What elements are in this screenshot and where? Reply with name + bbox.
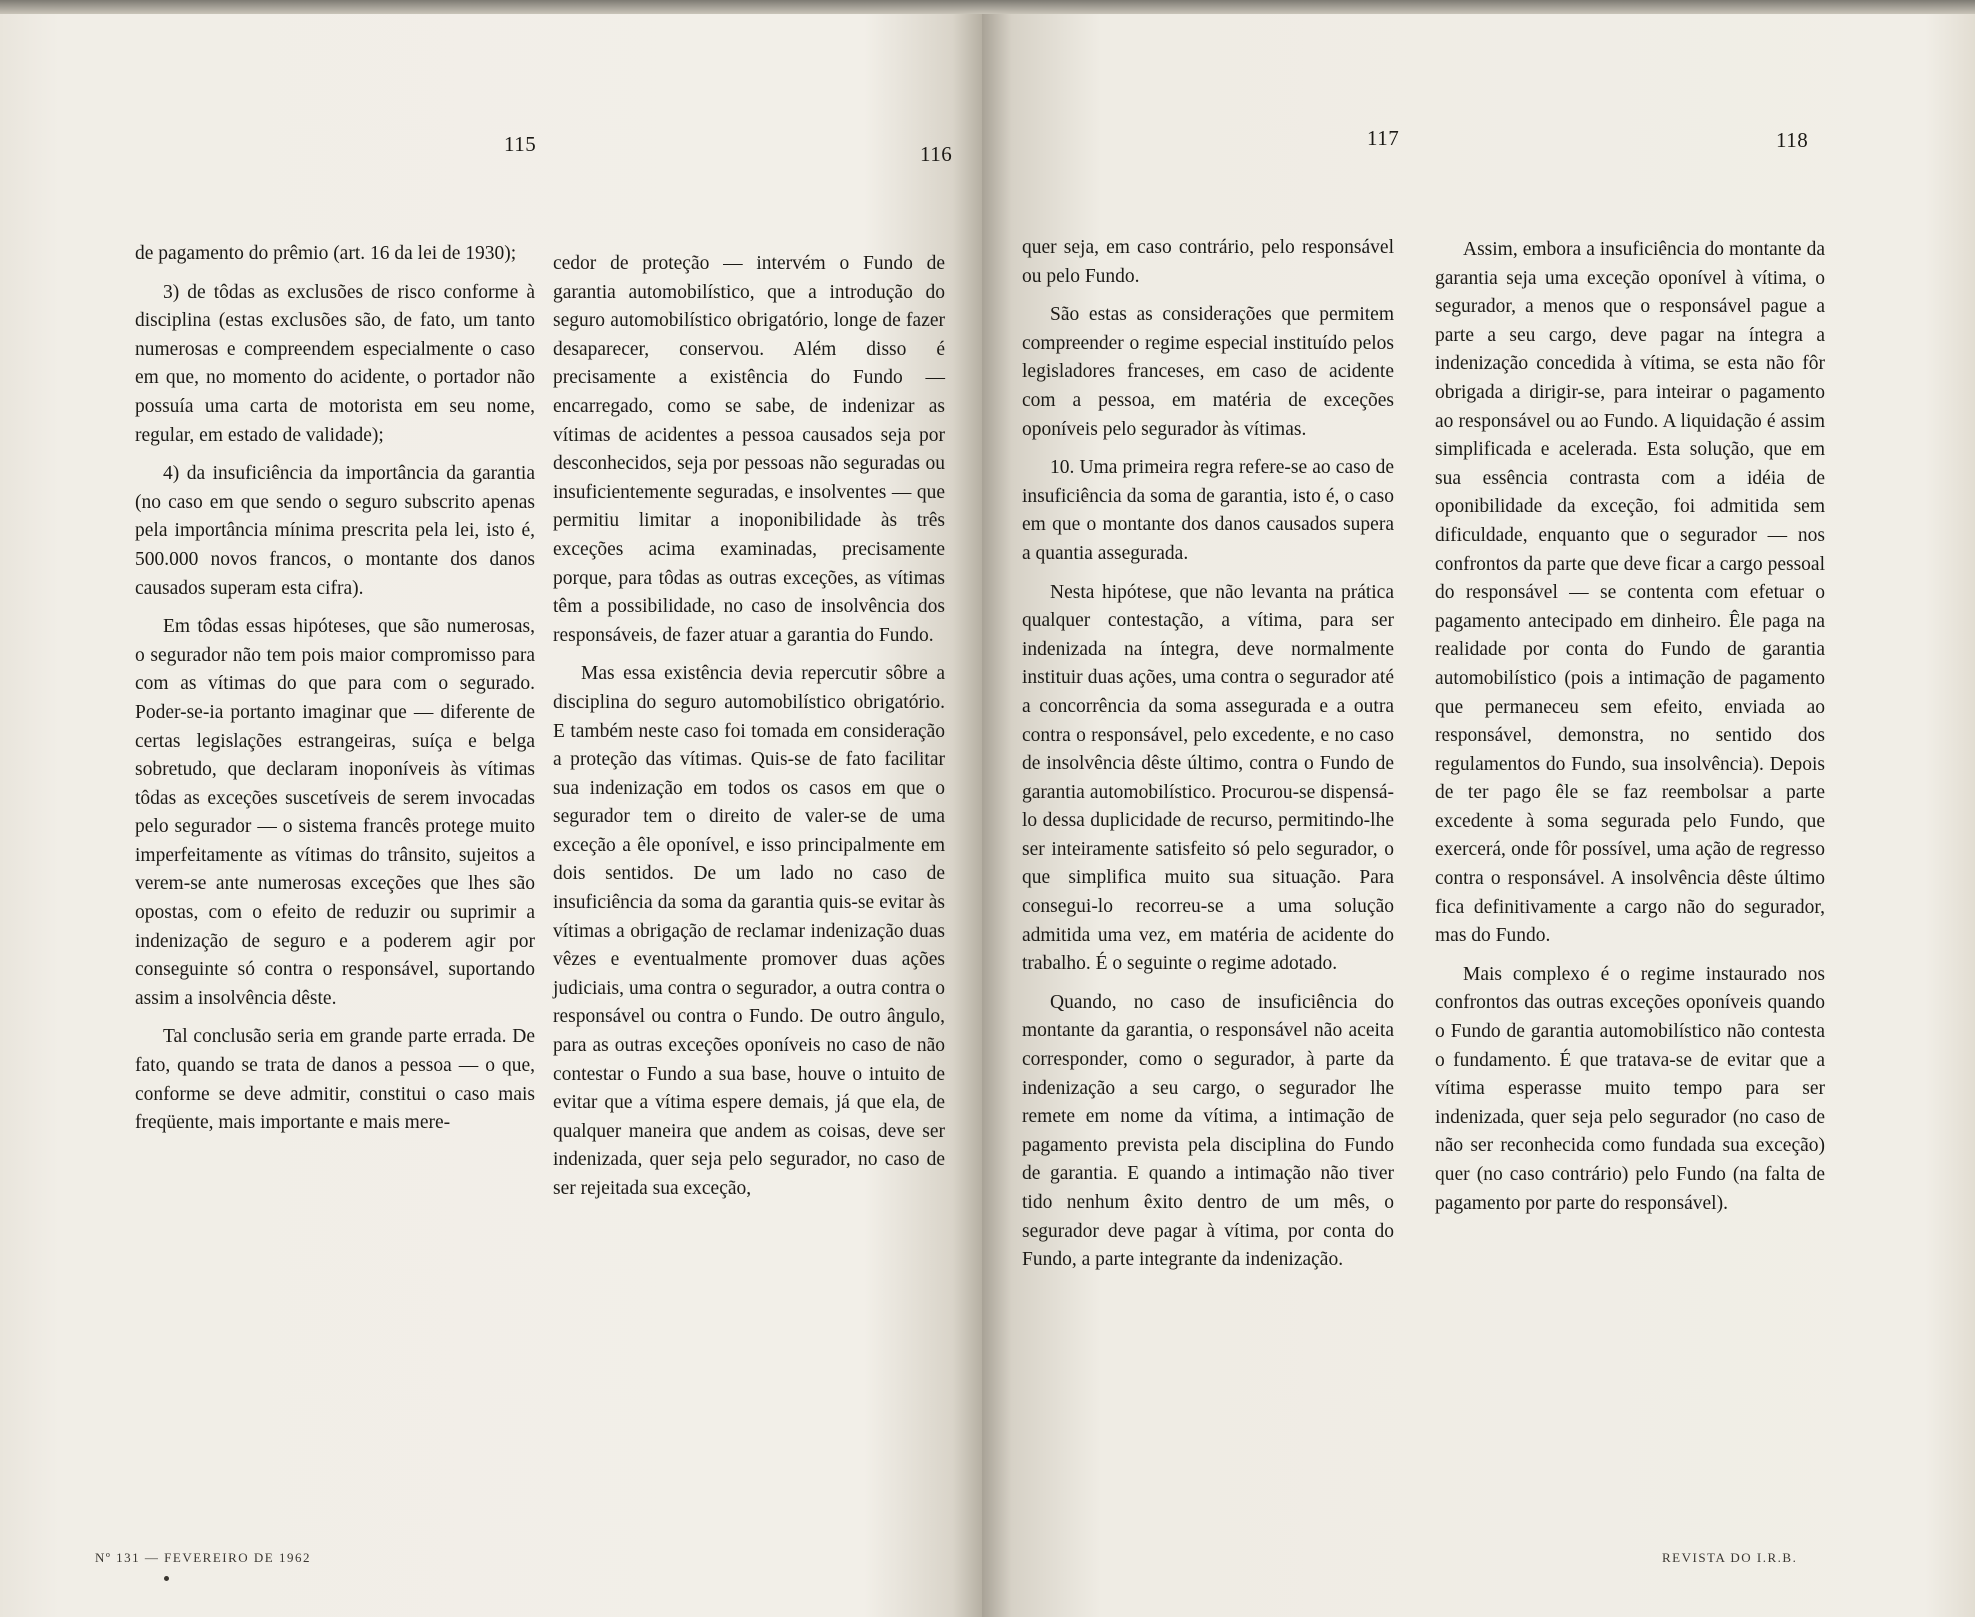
page-top-edge (0, 0, 982, 14)
paragraph: 3) de tôdas as exclusões de risco conforme à disciplina (estas exclusões são, de fato, um tanto numerosas e compreendem especialmente o caso em que, no momento do acidente, o portador não possuía uma carta de motorista em seu nome, regular, em estado de validade); (135, 281, 535, 446)
paragraph: 10. Uma primeira regra refere-se ao caso de insuficiência da soma de garantia, isto é, o caso em que o montante dos danos causados supera a quantia assegurada. (1022, 457, 1394, 564)
text-column-3 (1022, 234, 1394, 1285)
footer-issue: Nº 131 — FEVEREIRO DE 1962 (95, 1550, 311, 1565)
paragraph: quer seja, em caso contrário, pelo responsável ou pelo Fundo. (1022, 237, 1394, 287)
paragraph: Nesta hipótese, que não levanta na prática qualquer contestação, a vítima, para ser indenizada na íntegra, deve normalmente instituir duas ações, uma contra o segurador até a concorrência da soma assegurada e a outra contra o responsável, pelo excedente, e no caso de insolvência dêste último, contra o Fundo de garantia automobilístico. Procurou-se dispensá-lo dessa duplicidade de recurso, permitindo-lhe ser inteiramente satisfeito só pelo segurador, o que simplifica muito sua situação. Para consegui-lo recorreu-se a uma solução admitida uma vez, em matéria de acidente do trabalho. É o seguinte o regime adotado. (1022, 581, 1394, 975)
paragraph: Assim, embora a insuficiência do montante da garantia seja uma exceção oponível à vítima, o segurador, a menos que o responsável pague a parte a seu cargo, deve pagar na íntegra a indenização concedida à vítima, se esta não fôr obrigada a dirigir-se, para inteirar o pagamento ao responsável ou ao Fundo. A liquidação é assim simplificada e acelerada. Esta solução, que em sua essência contrasta com a idéia de oponibilidade da exceção, foi admitida sem dificuldade, enquanto que o segurador — nos confrontos da parte que deve ficar a cargo pessoal do responsável — se contenta com efetuar o pagamento antecipado em dinheiro. Êle paga na realidade por conta do Fundo de garantia automobilístico (pois a intimação de pagamento que permaneceu sem efeito, enviada ao responsável, demonstra, no sentido dos regulamentos do Fundo, sua insolvência). Depois de ter pago êle se faz reembolsar a parte excedente à soma segurada pelo Fundo, que exercerá, onde fôr possível, uma ação de regresso contra o responsável. A insolvência dêste último fica definitivamente a cargo não do segurador, mas do Fundo. (1435, 239, 1825, 947)
page-number-115: 115 (504, 132, 537, 156)
page-number-116: 116 (920, 142, 953, 166)
paragraph: Tal conclusão seria em grande parte errada. De fato, quando se trata de danos a pessoa — o que, conforme se deve admitir, constitui o caso mais freqüente, mais importante e mais mere- (135, 1026, 535, 1134)
paragraph: 4) da insuficiência da importância da garantia (no caso em que sendo o seguro subscrito apenas pela importância mínima prescrita pela lei, isto é, 500.000 novos francos, o montante dos danos causados superam esta cifra). (135, 463, 535, 599)
text-column-1 (135, 240, 535, 1148)
page-number-117: 117 (1367, 126, 1400, 150)
footer-journal: REVISTA DO I.R.B. (1662, 1550, 1798, 1565)
paragraph: Em tôdas essas hipóteses, que são numerosas, o segurador não tem pois maior compromisso para com as vítimas do que para com o segurado. Poder-se-ia portanto imaginar que — diferente de certas legislações estrangeiras, suíça e belga sobretudo, que declaram inoponíveis às vítimas tôdas as exceções suscetíveis de serem invocadas pelo segurador — o sistema francês protege muito imperfeitamente as vítimas do trânsito, sujeitos a verem-se ante numerosas exceções que lhes são opostas, com o efeito de reduzir ou suprimir a indenização de seguro e a poderem agir por conseguinte só contra o responsável, suportando assim a insolvência dêste. (135, 616, 535, 1009)
left-page (0, 0, 982, 1617)
page-top-edge (982, 0, 1975, 14)
paragraph: cedor de proteção — intervém o Fundo de garantia automobilístico, que a introdução do seguro automobilístico obrigatório, longe de fazer desaparecer, conservou. Além disso é precisamente a existência do Fundo — encarregado, como se sabe, de indenizar as vítimas de acidentes a pessoa causados seja por desconhecidos, seja por pessoas não seguradas ou insuficientemente seguradas, e insolventes — que permitiu limitar a inoponibilidade às três exceções acima examinadas, precisamente porque, para tôdas as outras exceções, as vítimas têm a possibilidade, no caso de insolvência dos responsáveis, de fazer atuar a garantia do Fundo. (553, 253, 945, 646)
footer-dot (164, 1576, 169, 1581)
paragraph: Mais complexo é o regime instaurado nos confrontos das outras exceções oponíveis quando o Fundo de garantia automobilístico não contesta o fundamento. É que tratava-se de evitar que a vítima esperasse muito tempo para ser indenizada, quer seja pelo segurador (no caso de não ser reconhecida como fundada sua exceção) quer (no caso contrário) pelo Fundo (na falta de pagamento por parte do responsável). (1435, 963, 1825, 1214)
paragraph: de pagamento do prêmio (art. 16 da lei de 1930); (135, 243, 517, 264)
paragraph: Quando, no caso de insuficiência do montante da garantia, o responsável não aceita corresponder, como o segurador, à parte da indenização a seu cargo, o segurador lhe remete em nome da vítima, a intimação de pagamento prevista pela disciplina do Fundo de garantia. E quando a intimação não tiver tido nenhum êxito dentro de um mês, o segurador deve pagar à vítima, por conta do Fundo, a parte integrante da indenização. (1022, 991, 1394, 1271)
text-column-2 (553, 250, 945, 1214)
text-column-4 (1435, 236, 1825, 1228)
paragraph: São estas as considerações que permitem compreender o regime especial instituído pelos legisladores franceses, em caso de acidente com a pessoa, em matéria de exceções oponíveis pelo segurador às vítimas. (1022, 304, 1394, 440)
right-page (982, 0, 1975, 1617)
page-number-118: 118 (1776, 128, 1809, 152)
paragraph: Mas essa existência devia repercutir sôbre a disciplina do seguro automobilístico obrigatório. E também neste caso foi tomada em consideração a proteção das vítimas. Quis-se de fato facilitar sua indenização em todos os casos em que o segurador tem o direito de valer-se de uma exceção a êle oponível, e isso principalmente em dois sentidos. De um lado no caso de insuficiência da soma da garantia quis-se evitar às vítimas a obrigação de reclamar indenização duas vêzes e eventualmente promover duas ações judiciais, uma contra o segurador, a outra contra o responsável ou contra o Fundo. De outro ângulo, para as outras exceções oponíveis no caso de não contestar o Fundo a sua base, houve o intuito de evitar que a vítima espere demais, já que ela, de qualquer maneira que andem as coisas, deve ser indenizada, quer seja pelo segurador, no caso de ser rejeitada sua exceção, (553, 663, 945, 1199)
